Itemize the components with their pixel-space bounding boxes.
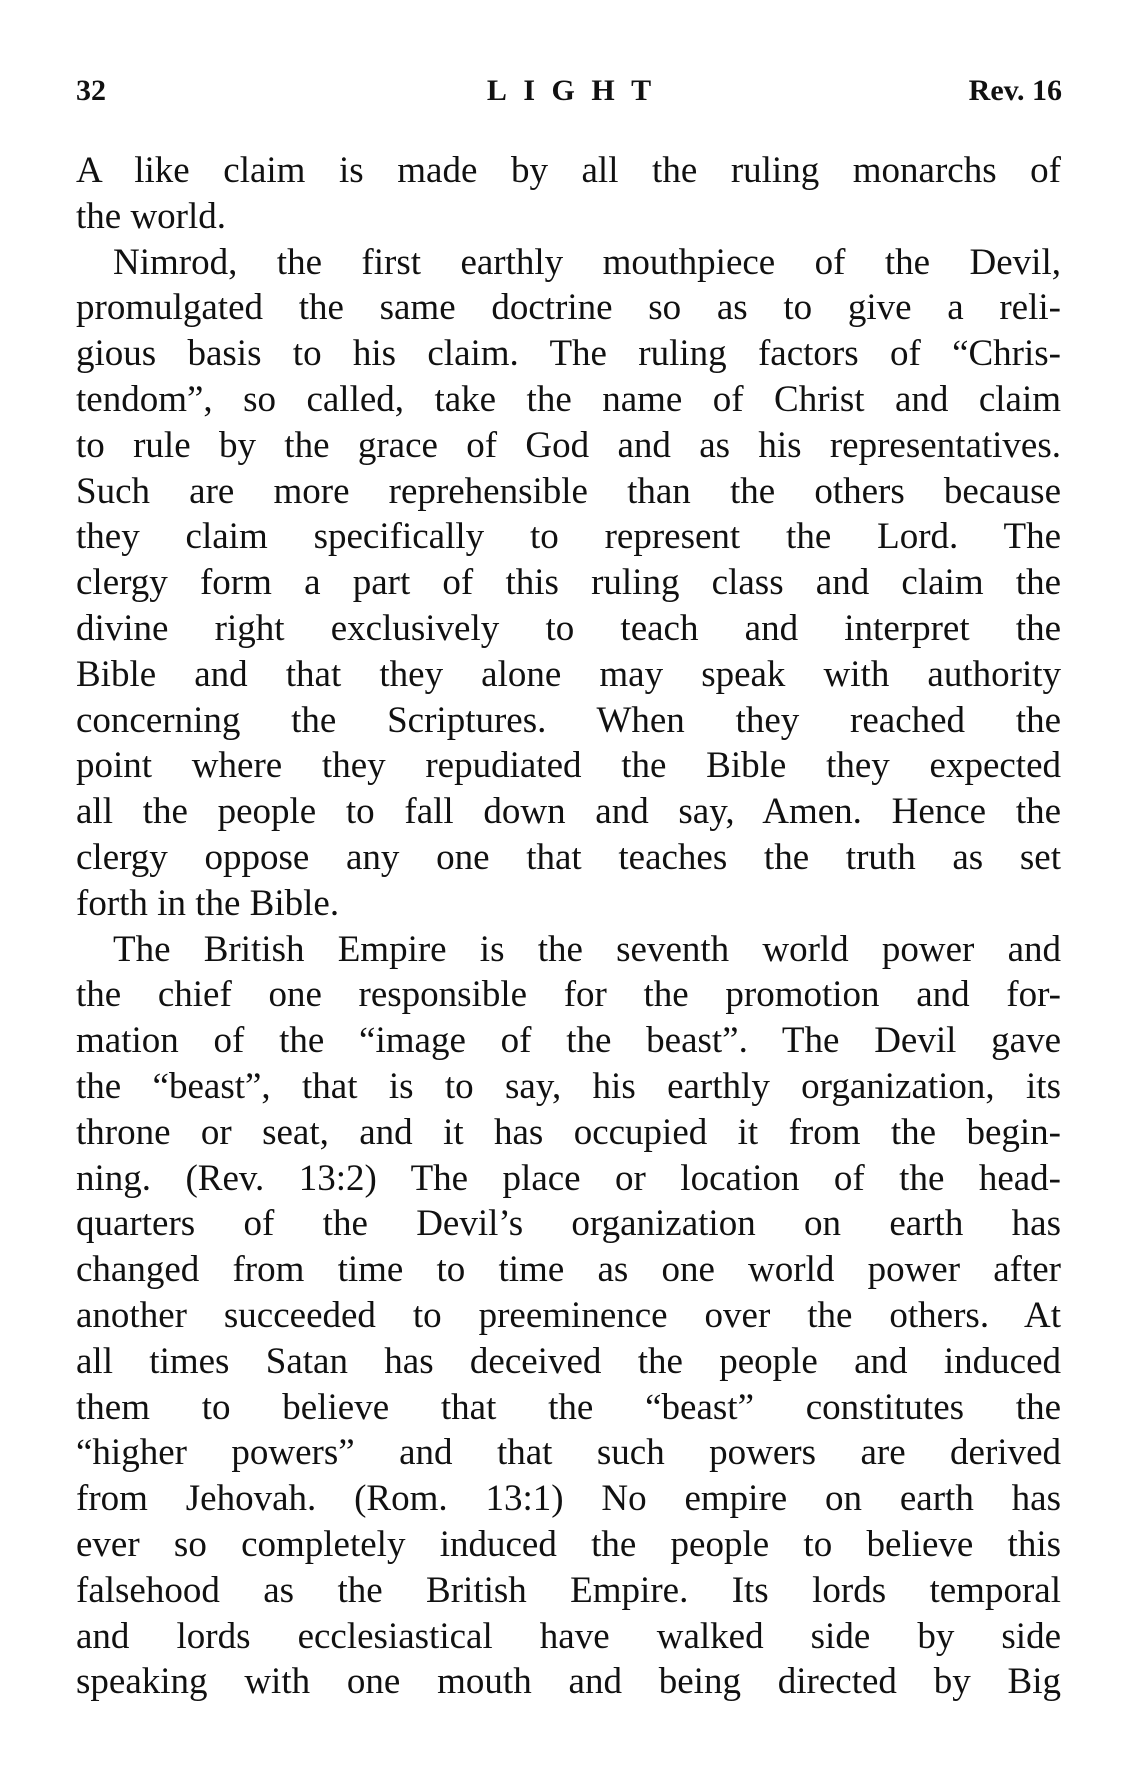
text-line: from Jehovah. (Rom. 13:1) No empire on earth has — [76, 1478, 1061, 1520]
text-line: forth in the Bible. — [76, 882, 340, 924]
body-text — [76, 148, 1061, 1705]
text-line: Bible and that they alone may speak with authority — [76, 653, 1061, 695]
text-line: and lords ecclesiastical have walked side by side — [76, 1615, 1061, 1657]
text-line: Such are more reprehensible than the others because — [76, 470, 1061, 512]
text-line: divine right exclusively to teach and interpret the — [76, 607, 1061, 649]
text-line: “higher powers” and that such powers are derived — [76, 1432, 1061, 1474]
text-line: they claim specifically to represent the Lord. The — [76, 516, 1061, 558]
text-line: changed from time to time as one world power after — [76, 1249, 1061, 1291]
text-line: mation of the “image of the beast”. The Devil gave — [76, 1020, 1061, 1062]
text-line: throne or seat, and it has occupied it from the begin- — [76, 1111, 1061, 1153]
text-line: the “beast”, that is to say, his earthly organization, its — [76, 1065, 1061, 1107]
text-line: promulgated the same doctrine so as to give a reli- — [76, 287, 1061, 329]
text-line: falsehood as the British Empire. Its lords temporal — [76, 1569, 1061, 1611]
text-line: the world. — [76, 195, 227, 237]
text-line: another succeeded to preeminence over the others. At — [76, 1294, 1061, 1336]
running-title: LIGHT — [486, 74, 668, 107]
text-line: clergy form a part of this ruling class and claim the — [76, 562, 1061, 604]
text-line: them to believe that the “beast” constitutes the — [76, 1386, 1061, 1428]
chapter-reference: Rev. 16 — [968, 74, 1062, 107]
text-line: quarters of the Devil’s organization on earth has — [76, 1203, 1061, 1245]
text-line: the chief one responsible for the promotion and for- — [76, 974, 1061, 1016]
text-line: all the people to fall down and say, Amen. Hence the — [76, 791, 1061, 833]
text-line: clergy oppose any one that teaches the truth as set — [76, 836, 1061, 878]
text-line: tendom”, so called, take the name of Christ and claim — [76, 378, 1061, 420]
text-line: Nimrod, the first earthly mouthpiece of the Devil, — [113, 241, 1061, 283]
text-line: gious basis to his claim. The ruling factors of “Chris- — [76, 333, 1061, 375]
text-line: point where they repudiated the Bible they expected — [76, 745, 1061, 787]
running-head — [76, 66, 1062, 116]
text-line: ever so completely induced the people to believe this — [76, 1523, 1061, 1565]
text-line: ning. (Rev. 13:2) The place or location of the head- — [76, 1157, 1061, 1199]
text-line: concerning the Scriptures. When they reached the — [76, 699, 1061, 741]
page-number: 32 — [76, 74, 106, 107]
text-line: all times Satan has deceived the people and induced — [76, 1340, 1061, 1382]
text-line: A like claim is made by all the ruling monarchs of — [76, 150, 1061, 191]
text-line: The British Empire is the seventh world power and — [113, 928, 1061, 970]
text-line: to rule by the grace of God and as his representatives. — [76, 424, 1061, 466]
text-line: speaking with one mouth and being directed by Big — [76, 1661, 1061, 1703]
